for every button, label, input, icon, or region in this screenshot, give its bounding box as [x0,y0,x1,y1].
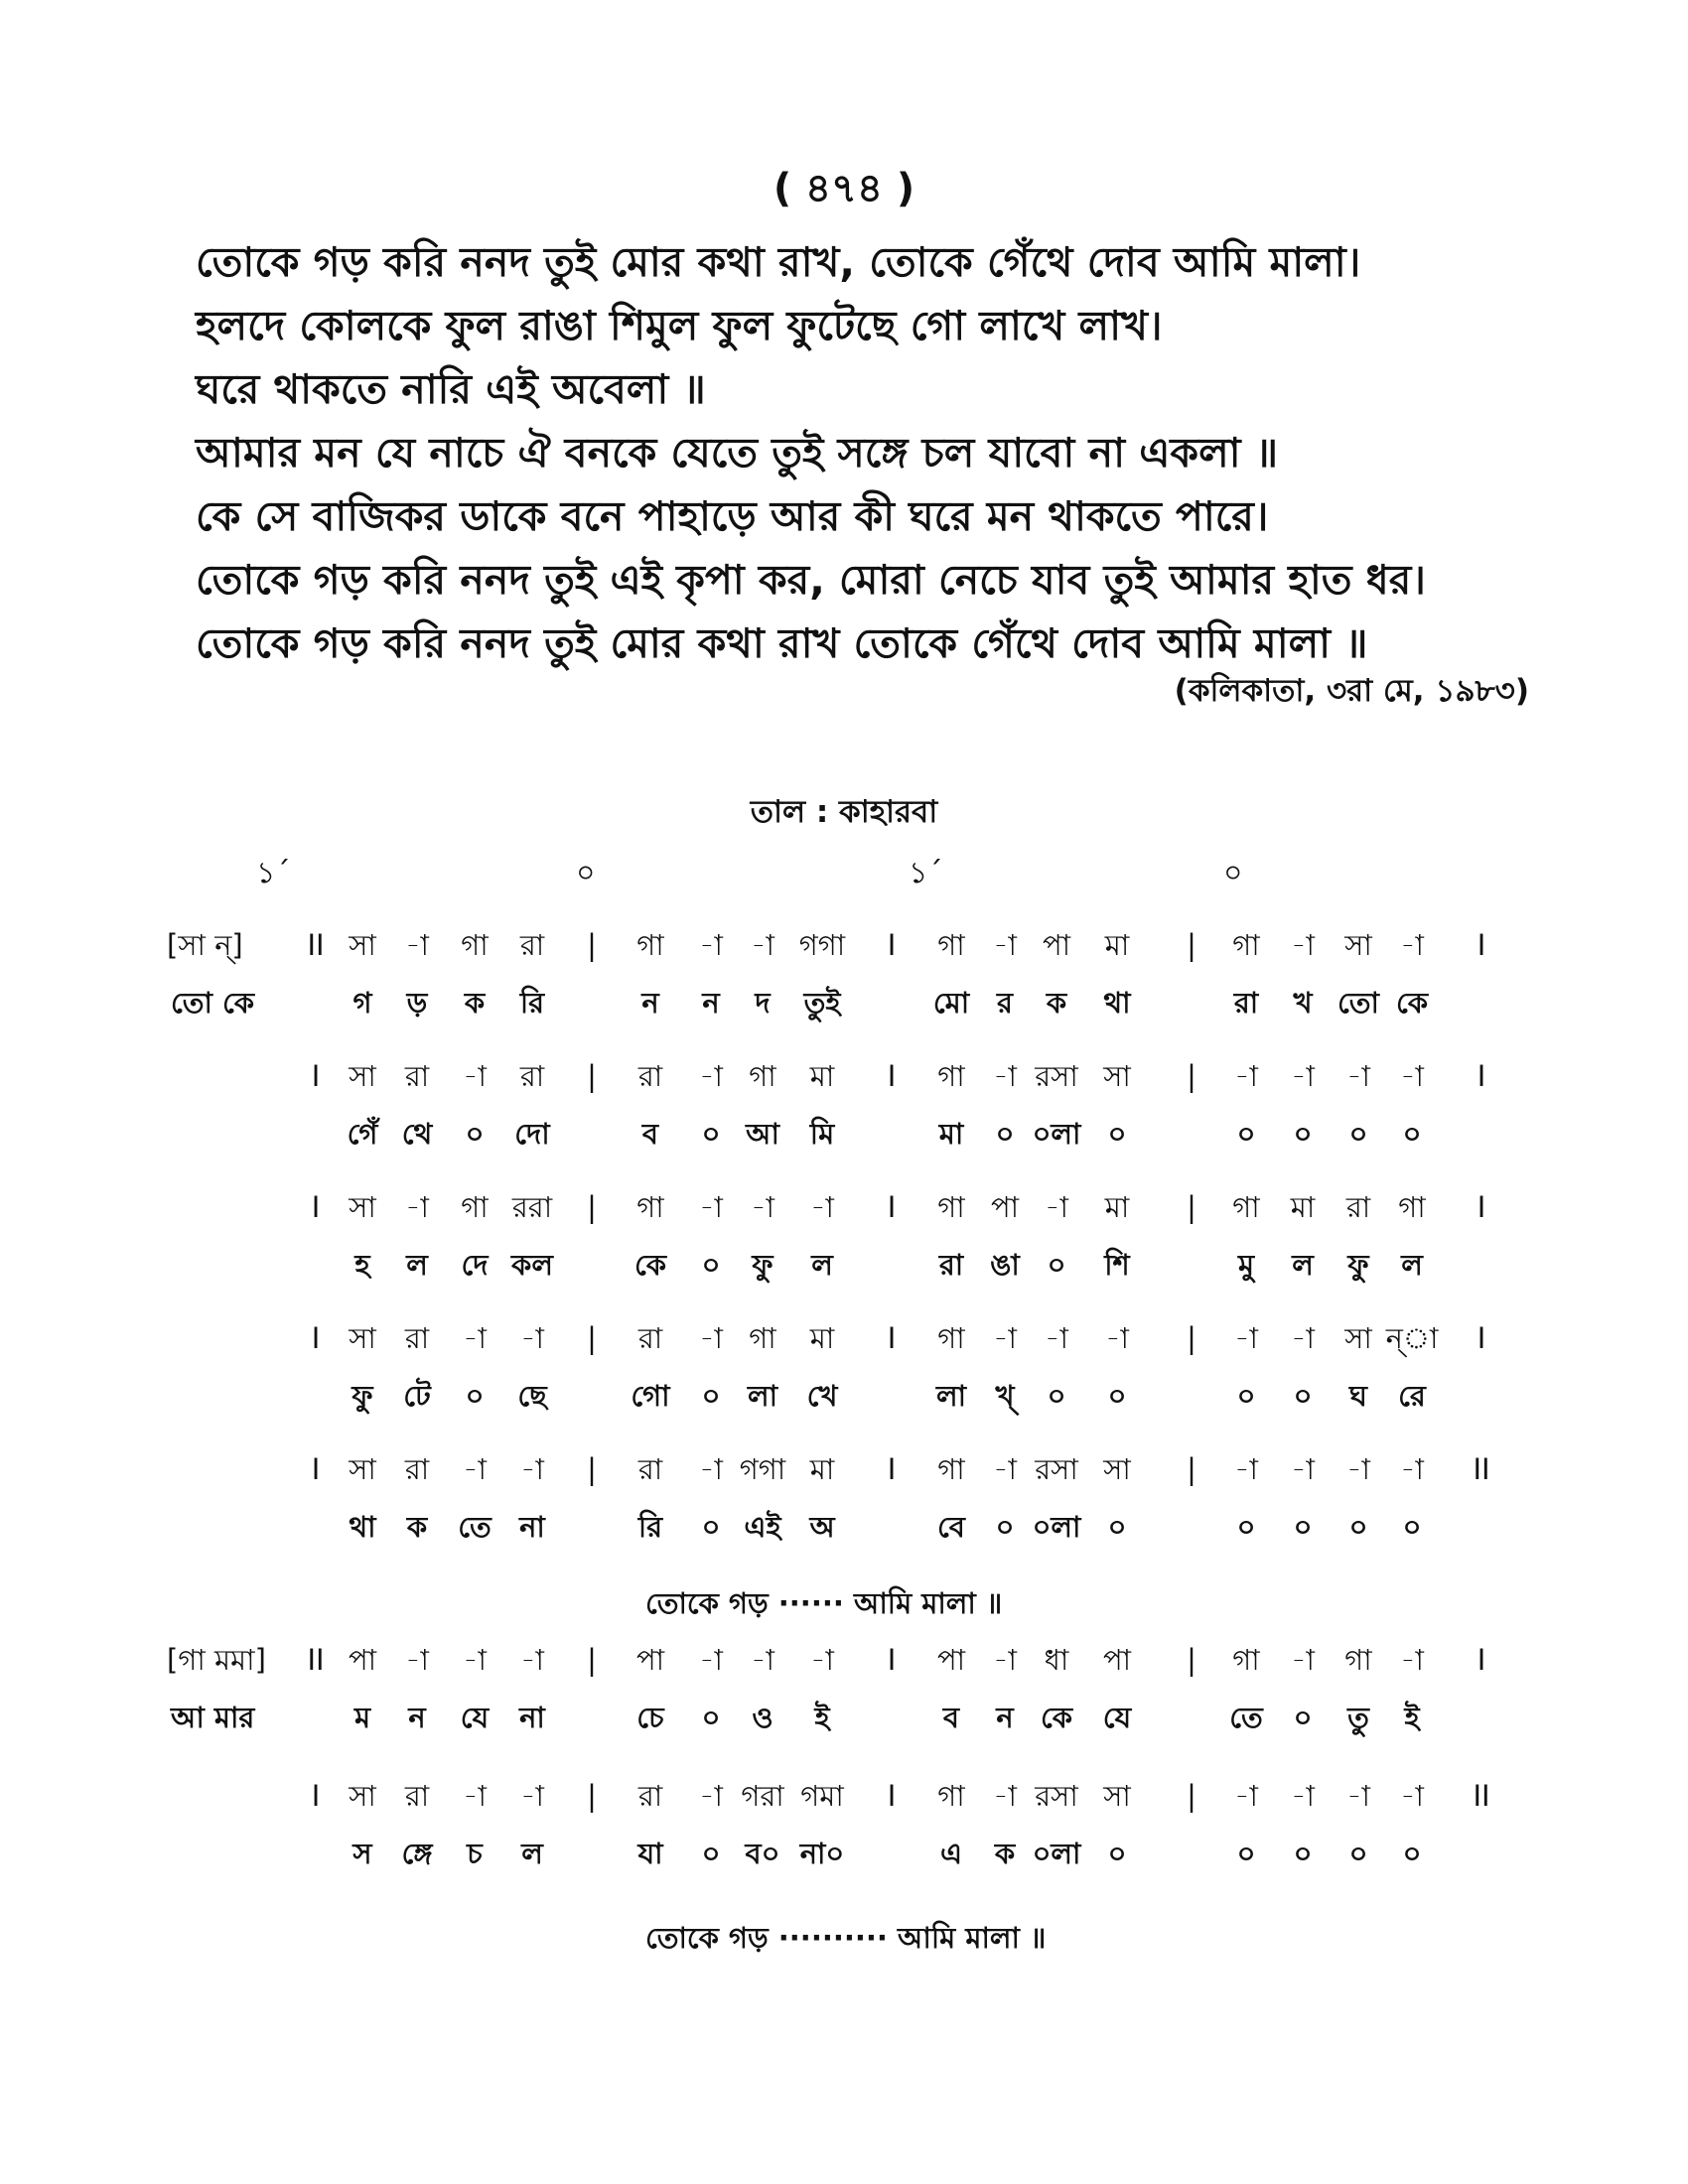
swara-note: গা [1344,1643,1372,1677]
lyric-syllable: কে [1395,986,1429,1020]
beat-mark: ১´ [256,856,291,890]
lyric-syllable: ফু [1347,1248,1369,1282]
lyric-syllable: গেঁ [347,1117,378,1151]
swara-note: সা [1103,1779,1131,1813]
lyric-syllable: ০ [995,1117,1015,1151]
lyric-syllable: তে [458,1510,492,1544]
swara-row [0,1447,1688,1491]
lyric-syllable: ০ [1236,1117,1256,1151]
swara-note: -া [463,1779,487,1813]
lyric-syllable: দে [461,1248,489,1282]
swara-note: -া [1234,1321,1258,1355]
swara-note: ন্া [1385,1321,1439,1355]
lyric-syllable: ০ [465,1379,485,1413]
swara-note: -া [993,1059,1017,1093]
lyric-syllable: ০ [995,1510,1015,1544]
bar-line: | [1187,928,1196,962]
swara-note: সা [349,928,376,962]
swara-note: -া [699,1321,723,1355]
swara-note: গা [1232,1190,1260,1224]
lyric-syllable: ন [702,986,720,1020]
swara-note: -া [751,928,774,962]
lyric-syllable: ০লা [1032,1837,1081,1870]
lyric-syllable: ড় [406,986,428,1020]
lyric-syllable: ০ [1402,1510,1422,1544]
lyric-syllable: ক [406,1510,428,1544]
swara-note: ররা [511,1190,553,1224]
lyric-syllable: ০ [1402,1117,1422,1151]
swara-note: -া [405,1190,429,1224]
lyric-syllable: স [352,1837,372,1870]
swara-note: -া [463,1321,487,1355]
swara-note: রা [637,1321,663,1355]
pickup-lyric: আ মার [171,1701,255,1734]
swara-note: -া [1234,1452,1258,1486]
lyric-syllable: ব [641,1117,659,1151]
swara-note: -া [463,1452,487,1486]
lyric-syllable: ল [521,1837,543,1870]
bar-line: | [1187,1779,1196,1813]
lyric-syllable: দ [755,986,771,1020]
lyric-syllable: মু [1237,1248,1255,1282]
swara-note: -া [699,1059,723,1093]
lyric-syllable: তে [1229,1701,1263,1734]
bar-line: I [887,1452,897,1486]
swara-note: গা [937,1321,965,1355]
swara-note: পা [936,1643,966,1677]
swara-note: -া [810,1190,834,1224]
bar-line: | [1187,1190,1196,1224]
bar-line: II [307,928,325,962]
lyric-syllable: তুই [803,986,841,1020]
swara-note: রা [637,1452,663,1486]
bar-line: | [587,1321,597,1355]
lyric-syllable: ০ [1293,1837,1313,1870]
swara-note: -া [751,1643,774,1677]
lyric-syllable: ফু [352,1379,373,1413]
swara-note: গা [636,928,664,962]
lyric-syllable: রা [1233,986,1259,1020]
lyric-syllable: থা [349,1510,376,1544]
swara-note: -া [1291,1643,1315,1677]
lyric-syllable: ০ [701,1379,721,1413]
swara-note: রসা [1035,1059,1078,1093]
refrain-cue: তোকে গড় ······ আমি মালা ॥ [645,1586,1003,1620]
lyric-syllable: কে [1040,1701,1073,1734]
lyric-syllable: লা [747,1379,778,1413]
swara-note: রা [404,1321,430,1355]
lyric-syllable: ঘ [1349,1379,1367,1413]
bar-line: I [311,1321,321,1355]
song-lyrics [196,230,1486,675]
swara-note: রা [637,1779,663,1813]
lyric-syllable: ও [752,1701,774,1734]
lyric-syllable: চে [636,1701,664,1734]
lyric-syllable: ন [408,1701,426,1734]
swara-note: রা [519,1059,545,1093]
lyric-syllable: ০ [1293,1379,1313,1413]
lyric-row [0,1832,1688,1875]
bar-line: I [311,1059,321,1093]
lyric-syllable: যে [1102,1701,1132,1734]
lyric-syllable: ল [1292,1248,1314,1282]
lyric-syllable: অ [809,1510,835,1544]
lyric-syllable: ল [406,1248,428,1282]
lyric-syllable: লা [935,1379,967,1413]
lyric-syllable: আ [746,1117,779,1151]
swara-note: -া [1234,1059,1258,1093]
lyric-syllable: রি [519,986,545,1020]
swara-note: গা [636,1190,664,1224]
swara-note: -া [993,928,1017,962]
lyric-syllable: বে [937,1510,965,1544]
beat-mark: ০ [1223,856,1243,890]
swara-note: -া [405,928,429,962]
lyric-syllable: ক [994,1837,1016,1870]
bar-line: I [311,1190,321,1224]
bar-line: | [587,1190,597,1224]
lyric-syllable: ০ [1236,1837,1256,1870]
swara-note: সা [349,1059,376,1093]
swara-note: গা [937,1059,965,1093]
lyric-syllable: ০ [701,1248,721,1282]
lyric-syllable: ই [814,1701,830,1734]
swara-note: রা [404,1779,430,1813]
swara-note: -া [1291,1779,1315,1813]
refrain-cue: তোকে গড় ·········· আমি মালা ॥ [645,1921,1047,1955]
composition-dateline: (কলিকাতা, ৩রা মে, ১৯৮৩) [1174,673,1529,709]
bar-line: I [887,928,897,962]
lyric-row [0,1374,1688,1418]
lyric-syllable: ছে [517,1379,547,1413]
swara-note: গা [461,928,489,962]
swara-note: সা [1103,1059,1131,1093]
bar-line: | [587,1452,597,1486]
swara-note: রসা [1035,1779,1078,1813]
lyric-syllable: খ [1293,986,1313,1020]
lyric-syllable: হ [354,1248,370,1282]
lyric-syllable: ব [942,1701,960,1734]
swara-note: -া [405,1643,429,1677]
pickup-swara: [গা মমা] [167,1643,266,1677]
swara-note: গা [1398,1190,1426,1224]
lyric-syllable: টে [403,1379,431,1413]
swara-note: রা [519,928,545,962]
swara-note: গরা [741,1779,784,1813]
swara-note: সা [349,1190,376,1224]
lyric-syllable: ০ [701,1117,721,1151]
lyric-syllable: ০ [1348,1117,1368,1151]
bar-line: I [887,1321,897,1355]
lyric-syllable: ব০ [745,1837,780,1870]
swara-row [0,1316,1688,1360]
lyric-syllable: কে [633,1248,667,1282]
lyric-syllable: ০ [1293,1701,1313,1734]
lyric-row [0,1505,1688,1549]
lyric-syllable: ০ [1293,1510,1313,1544]
swara-note: সা [1344,1321,1372,1355]
pickup-swara: [সা ন্] [167,928,243,962]
swara-note: -া [810,1643,834,1677]
swara-note: পা [1042,928,1071,962]
lyric-syllable: গ [352,986,372,1020]
beat-mark: ০ [576,856,596,890]
bar-line: II [1473,1779,1490,1813]
lyric-syllable: গো [631,1379,670,1413]
swara-note: -া [1234,1779,1258,1813]
swara-row [0,1185,1688,1229]
swara-note: সা [349,1452,376,1486]
swara-note: -া [520,1643,544,1677]
bar-line: | [587,928,597,962]
swara-note: -া [1346,1452,1370,1486]
swara-note: -া [1400,1059,1424,1093]
swara-note: গা [937,1452,965,1486]
swara-row [0,1638,1688,1682]
lyric-syllable: দো [514,1117,550,1151]
lyric-syllable: ই [1404,1701,1420,1734]
lyric-line: হলদে কোলকে ফুল রাঙা শিমুল ফুল ফুটেছে গো লাখে লাখ। [196,302,1163,349]
bar-line: I [887,1059,897,1093]
swara-note: রা [1345,1190,1371,1224]
lyric-line: তোকে গড় করি ননদ তুই মোর কথা রাখ তোকে গেঁথে দোব আমি মালা ॥ [196,619,1368,667]
swara-note: -া [520,1452,544,1486]
swara-note: -া [1291,1321,1315,1355]
lyric-line: তোকে গড় করি ননদ তুই এই কৃপা কর, মোরা নেচে যাব তুই আমার হাত ধর। [196,556,1426,604]
lyric-syllable: ০লা [1032,1510,1081,1544]
lyric-syllable: ঙ্গে [401,1837,433,1870]
bar-line: | [1187,1643,1196,1677]
lyric-syllable: ক [464,986,486,1020]
swara-note: -া [1346,1779,1370,1813]
lyric-line: কে সে বাজিকর ডাকে বনে পাহাড়ে আর কী ঘরে মন থাকতে পারে। [196,492,1269,540]
swara-note: গা [937,1779,965,1813]
bar-line: I [1477,1643,1486,1677]
bar-line: I [311,1779,321,1813]
lyric-syllable: না [519,1701,545,1734]
lyric-syllable: থে [401,1117,433,1151]
lyric-syllable: না০ [799,1837,845,1870]
swara-note: -া [1400,1779,1424,1813]
lyric-row [0,1112,1688,1156]
lyric-syllable: ০ [701,1701,721,1734]
bar-line: | [587,1059,597,1093]
lyric-row [0,1696,1688,1739]
lyric-syllable: ০ [1107,1510,1127,1544]
bar-line: I [1477,928,1486,962]
swara-note: মা [809,1452,835,1486]
swara-note: পা [990,1190,1020,1224]
lyric-syllable: ০ [1293,1117,1313,1151]
swara-note: মা [1104,928,1130,962]
bar-line: | [587,1779,597,1813]
lyric-syllable: ল [811,1248,833,1282]
lyric-syllable: খে [806,1379,838,1413]
lyric-syllable: ল [1401,1248,1423,1282]
lyric-syllable: যা [637,1837,663,1870]
bar-line: | [1187,1452,1196,1486]
lyric-syllable: ০ [1047,1248,1066,1282]
swara-note: মা [809,1059,835,1093]
swara-note: -া [1105,1321,1129,1355]
lyric-syllable: রে [1398,1379,1426,1413]
swara-note: -া [520,1779,544,1813]
swara-note: গা [1232,1643,1260,1677]
swara-note: গা [937,1190,965,1224]
swara-note: -া [993,1321,1017,1355]
lyric-syllable: এ [939,1837,963,1870]
bar-line: | [1187,1321,1196,1355]
swara-note: রা [404,1452,430,1486]
lyric-syllable: র [997,986,1013,1020]
lyric-syllable: ম [353,1701,371,1734]
lyric-syllable: মা [938,1117,964,1151]
swara-note: -া [1045,1190,1068,1224]
bar-line: II [1473,1452,1490,1486]
lyric-syllable: রা [938,1248,964,1282]
lyric-syllable: খ্ [995,1379,1015,1413]
lyric-syllable: ঙা [990,1248,1020,1282]
swara-note: -া [751,1190,774,1224]
swara-note: -া [1045,1321,1068,1355]
bar-line: | [1187,1059,1196,1093]
bar-line: I [1477,1059,1486,1093]
lyric-syllable: মো [932,986,970,1020]
swara-row [0,923,1688,967]
swara-note: রা [404,1059,430,1093]
lyric-syllable: ন [641,986,659,1020]
lyric-syllable: ০ [1402,1837,1422,1870]
bar-line: | [587,1643,597,1677]
lyric-syllable: ০ [1348,1510,1368,1544]
lyric-syllable: শি [1104,1248,1130,1282]
swara-note: পা [348,1643,377,1677]
swara-note: গা [749,1059,776,1093]
swara-note: -া [1291,1059,1315,1093]
lyric-syllable: ০ [1236,1510,1256,1544]
swara-note: রা [637,1059,663,1093]
bar-line: II [307,1643,325,1677]
lyric-row [0,1243,1688,1287]
swara-note: -া [1291,928,1315,962]
lyric-syllable: ন [996,1701,1014,1734]
swara-note: গা [461,1190,489,1224]
swara-note: -া [463,1059,487,1093]
swara-note: মা [809,1321,835,1355]
swara-row [0,1054,1688,1098]
lyric-syllable: ০ [1107,1117,1127,1151]
swara-note: গমা [800,1779,844,1813]
tala-heading: তাল : কাহারবা [750,794,938,830]
swara-note: -া [699,1190,723,1224]
lyric-syllable: ০ [1348,1837,1368,1870]
lyric-line: তোকে গড় করি ননদ তুই মোর কথা রাখ, তোকে গেঁথে দোব আমি মালা। [196,238,1361,286]
lyric-syllable: ০ [1107,1379,1127,1413]
swara-note: সা [1103,1452,1131,1486]
swara-note: -া [1400,928,1424,962]
swara-note: -া [520,1321,544,1355]
bar-line: I [887,1190,897,1224]
swara-note: গা [937,928,965,962]
lyric-syllable: চ [467,1837,483,1870]
lyric-line: আমার মন যে নাচে ঐ বনকে যেতে তুই সঙ্গে চল যাবো না একলা ॥ [196,429,1279,477]
lyric-syllable: ০ [1047,1379,1066,1413]
page-number: ( ৪৭৪ ) [773,166,915,211]
bar-line: I [887,1643,897,1677]
swara-note: -া [1400,1643,1424,1677]
lyric-syllable: ক [1046,986,1067,1020]
swara-note: -া [993,1643,1017,1677]
lyric-line: ঘরে থাকতে নারি এই অবেলা ॥ [196,365,706,413]
lyric-syllable: ০ [1107,1837,1127,1870]
swara-note: রসা [1035,1452,1078,1486]
lyric-syllable: তো [1337,986,1379,1020]
swara-note: গা [1232,928,1260,962]
swara-note: পা [635,1643,665,1677]
swara-note: -া [1291,1452,1315,1486]
swara-note: -া [993,1452,1017,1486]
swara-note: সা [1344,928,1372,962]
swara-note: গগা [739,1452,786,1486]
swara-note: -া [1400,1452,1424,1486]
beat-mark: ১´ [909,856,943,890]
lyric-syllable: ০ [701,1510,721,1544]
swara-row [0,1774,1688,1818]
bar-line: I [311,1452,321,1486]
lyric-syllable: মি [809,1117,835,1151]
swara-note: সা [349,1779,376,1813]
swara-note: ধা [1044,1643,1069,1677]
bar-line: I [1477,1190,1486,1224]
lyric-syllable: ০লা [1032,1117,1081,1151]
swara-note: সা [349,1321,376,1355]
lyric-syllable: কল [511,1248,553,1282]
lyric-syllable: যে [460,1701,490,1734]
swara-note: -া [993,1779,1017,1813]
lyric-syllable: রি [637,1510,663,1544]
swara-note: মা [1104,1190,1130,1224]
swara-note: মা [1290,1190,1316,1224]
swara-note: পা [1102,1643,1132,1677]
lyric-syllable: ০ [701,1837,721,1870]
lyric-row [0,981,1688,1024]
swara-note: -া [699,1779,723,1813]
swara-note: -া [699,928,723,962]
pickup-lyric: তো কে [171,986,255,1020]
lyric-syllable: থা [1103,986,1131,1020]
lyric-syllable: এই [744,1510,781,1544]
swara-note: -া [1346,1059,1370,1093]
swara-note: -া [463,1643,487,1677]
bar-line: I [887,1779,897,1813]
lyric-syllable: ০ [1236,1379,1256,1413]
swara-note: গগা [798,928,846,962]
bar-line: I [1477,1321,1486,1355]
swara-note: -া [699,1643,723,1677]
swara-note: গা [749,1321,776,1355]
lyric-syllable: তু [1347,1701,1369,1734]
swara-note: -া [699,1452,723,1486]
lyric-syllable: ফু [752,1248,774,1282]
lyric-syllable: না [519,1510,545,1544]
lyric-syllable: ০ [465,1117,485,1151]
